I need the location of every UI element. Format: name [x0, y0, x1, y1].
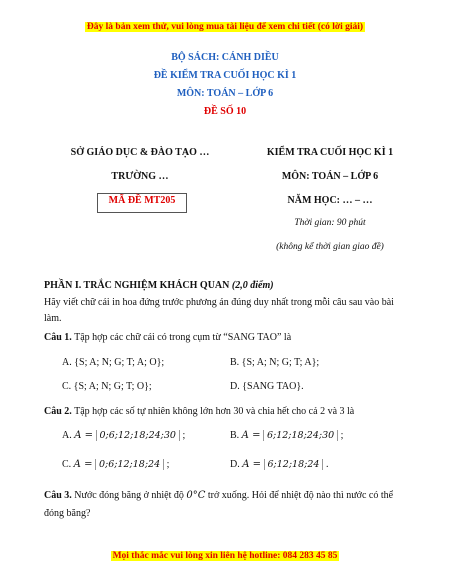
top-banner-wrap — [0, 16, 450, 34]
q1-option-d: D. {SANG TAO}. — [230, 381, 304, 392]
q2-d-lhs: A = — [242, 459, 262, 470]
instruction-line-1: Hãy viết chữ cái in hoa đứng trước phương án đúng duy nhất trong mỗi câu sau vào bài — [44, 297, 394, 308]
exam-code-box — [97, 193, 187, 213]
q2-option-a — [62, 430, 185, 441]
q2-d-end: . — [325, 459, 329, 470]
question-3-line-2: đóng băng? — [44, 508, 91, 519]
section-header — [44, 278, 424, 294]
q1-option-b: B. {S; A; N; G; T; A}; — [230, 357, 320, 368]
q1-option-a: A. {S; A; N; G; T; A; O}; — [62, 357, 165, 368]
question-3-text-after: trở xuống. Hỏi để nhiệt độ nào thì nước có thể — [207, 490, 394, 501]
q2-option-c — [62, 459, 169, 470]
question-1-text: Tập hợp các chữ cái có trong cụm từ “SANG TAO” là — [74, 332, 292, 343]
question-3-label: Câu 3. — [44, 490, 72, 501]
question-3-text-before: Nước đóng băng ở nhiệt độ — [74, 490, 184, 501]
q2-b-end: ; — [340, 430, 344, 441]
q2-a-set: 0;6;12;18;24;30 — [96, 430, 180, 441]
q2-option-b — [230, 430, 343, 441]
q2-a-end: ; — [182, 430, 186, 441]
q2-a-letter: A. — [62, 430, 72, 441]
q2-c-lhs: A = — [73, 459, 93, 470]
right-subject: MÔN: TOÁN – LỚP 6 — [281, 171, 379, 182]
exam-title: ĐỀ KIỂM TRA CUỐI HỌC KÌ 1 — [153, 70, 297, 81]
q2-b-lhs: A = — [241, 430, 261, 441]
right-title: KIỂM TRA CUỐI HỌC KÌ 1 — [266, 147, 394, 158]
q2-d-letter: D. — [230, 459, 240, 470]
q2-b-set: 6;12;18;24;30 — [263, 430, 338, 441]
exam-time: Thời gian: 90 phút — [294, 218, 366, 228]
subject-line: MÔN: TOÁN – LỚP 6 — [176, 88, 274, 99]
school-name: TRƯỜNG … — [111, 171, 169, 182]
book-title: BỘ SÁCH: CÁNH DIỀU — [171, 52, 279, 63]
q2-d-set: 6;12;18;24 — [264, 459, 324, 470]
q2-c-letter: C. — [62, 459, 72, 470]
question-2-label: Câu 2. — [44, 406, 72, 417]
department-name: SỞ GIÁO DỤC & ĐÀO TẠO … — [70, 147, 210, 158]
instruction-line-2: làm. — [44, 313, 62, 324]
q2-a-lhs: A = — [74, 430, 94, 441]
q2-c-end: ; — [166, 459, 170, 470]
preview-banner: Đây là bản xem thử, vui lòng mua tài liệu để xem chi tiết (có lời giải) — [86, 22, 364, 32]
section-title: PHẦN I. TRẮC NGHIỆM KHÁCH QUAN — [44, 280, 230, 291]
question-2 — [44, 404, 434, 420]
section-points: (2,0 điểm) — [231, 280, 274, 291]
question-3 — [44, 488, 439, 504]
q2-c-set: 0;6;12;18;24 — [95, 459, 164, 470]
school-year: NĂM HỌC: … – … — [287, 195, 373, 206]
exam-code: MÃ ĐỀ MT205 — [108, 195, 176, 206]
q2-b-letter: B. — [230, 430, 240, 441]
question-1 — [44, 330, 434, 346]
question-3-temp: 0°C — [186, 490, 206, 501]
exam-number: ĐỀ SỐ 10 — [203, 106, 247, 117]
q1-option-c: C. {S; A; N; G; T; O}; — [62, 381, 152, 392]
footer-wrap — [0, 545, 450, 563]
question-2-text: Tập hợp các số tự nhiên không lớn hơn 30 và chia hết cho cả 2 và 3 là — [74, 406, 355, 417]
question-1-label: Câu 1. — [44, 332, 72, 343]
exam-time-note: (không kể thời gian giao đề) — [276, 242, 384, 252]
q2-option-d — [230, 459, 328, 470]
hotline-footer: Mọi thắc mắc vui lòng xin liên hệ hotline: 084 283 45 85 — [112, 551, 338, 561]
